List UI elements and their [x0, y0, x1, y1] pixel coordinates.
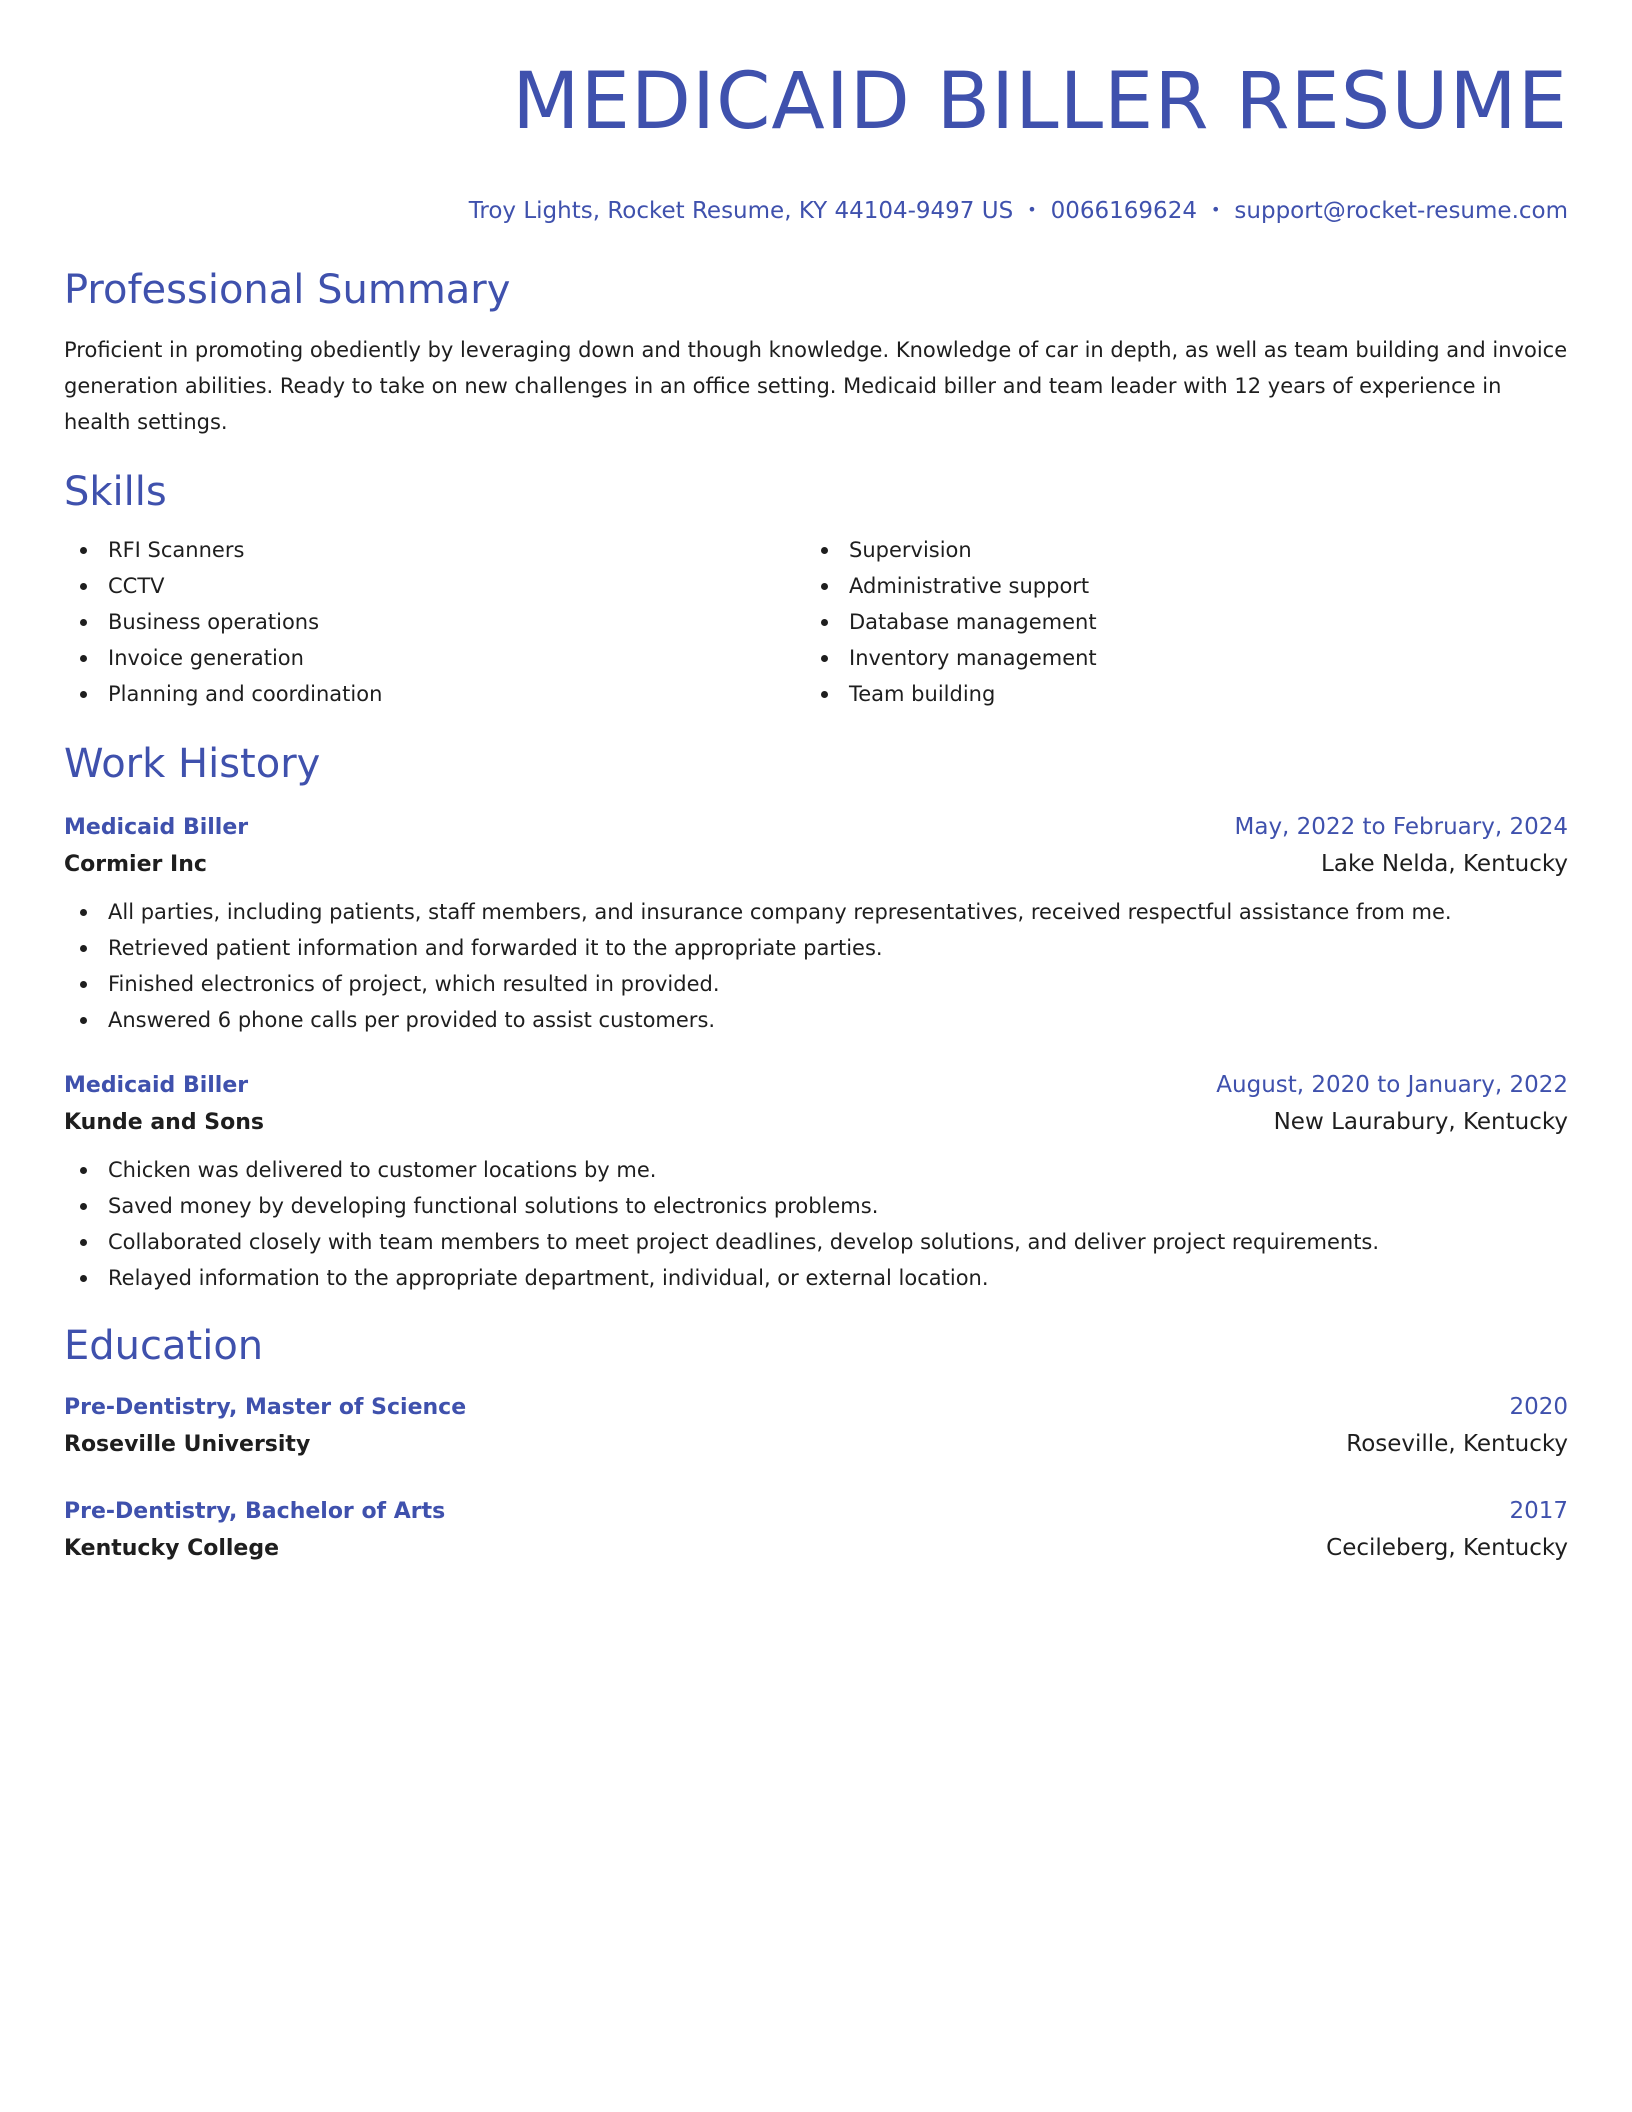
job-header-row — [64, 810, 1568, 845]
contact-separator: • — [1027, 200, 1037, 219]
skill-item: Invoice generation — [64, 640, 805, 676]
job-company-row — [64, 1103, 1568, 1142]
skill-item: Planning and coordination — [64, 676, 805, 712]
job-company: Cormier Inc — [64, 852, 207, 877]
skills-heading: Skills — [64, 469, 167, 515]
skills-list-left — [64, 532, 805, 712]
education-location: Cecileberg, Kentucky — [1326, 1535, 1568, 1561]
skill-item: Team building — [805, 676, 1097, 712]
resume-title: MEDICAID BILLER RESUME — [512, 57, 1568, 147]
education-header-row — [64, 1390, 1568, 1425]
education-location: Roseville, Kentucky — [1346, 1431, 1568, 1457]
skill-item: RFI Scanners — [64, 532, 805, 568]
skills-list-right — [805, 532, 1097, 712]
skill-item: Business operations — [64, 604, 805, 640]
work-history-heading: Work History — [64, 741, 321, 787]
job-header-row — [64, 1068, 1568, 1103]
contact-email[interactable]: support@rocket-resume.com — [1234, 198, 1568, 224]
job-duty-item: All parties, including patients, staff members, and insurance company representatives, received respectful assistance from me. — [64, 894, 1568, 930]
job-duty-item: Relayed information to the appropriate department, individual, or external location. — [64, 1260, 1568, 1296]
education-degree: Pre-Dentistry, Bachelor of Arts — [64, 1499, 446, 1524]
job-duty-item: Finished electronics of project, which resulted in provided. — [64, 966, 1568, 1002]
job-entry — [64, 810, 1568, 1038]
contact-line — [64, 193, 1568, 228]
job-duty-item: Answered 6 phone calls per provided to assist customers. — [64, 1002, 1568, 1038]
job-duty-item: Retrieved patient information and forwarded it to the appropriate parties. — [64, 930, 1568, 966]
job-entry — [64, 1068, 1568, 1296]
education-school-row — [64, 1529, 1568, 1568]
job-dates: May, 2022 to February, 2024 — [1234, 814, 1568, 840]
skill-item: CCTV — [64, 568, 805, 604]
education-heading: Education — [64, 1323, 264, 1369]
education-school-row — [64, 1425, 1568, 1464]
job-duty-item: Collaborated closely with team members to meet project deadlines, develop solutions, and deliver project requirements. — [64, 1224, 1568, 1260]
contact-separator: • — [1210, 200, 1221, 219]
job-location: New Laurabury, Kentucky — [1273, 1109, 1568, 1135]
skill-item: Inventory management — [805, 640, 1097, 676]
contact-phone[interactable]: 0066169624 — [1050, 198, 1197, 224]
education-school: Kentucky College — [64, 1536, 280, 1561]
skill-item: Administrative support — [805, 568, 1097, 604]
education-header-row — [64, 1494, 1568, 1529]
education-entry — [64, 1494, 1568, 1568]
education-year: 2020 — [1509, 1394, 1568, 1420]
job-duties-list — [64, 894, 1568, 1038]
summary-text: Proficient in promoting obediently by leveraging down and though knowledge. Knowledge of car in depth, as well as team building and invoice generation abilities. Ready to take on new challenges in an office setting. Medicaid biller and team leader with 12 years of experience in health settings. — [64, 338, 1568, 434]
skills-grid — [64, 532, 1568, 712]
skill-item: Database management — [805, 604, 1097, 640]
education-year: 2017 — [1509, 1498, 1568, 1524]
job-location: Lake Nelda, Kentucky — [1321, 851, 1568, 877]
education-degree: Pre-Dentistry, Master of Science — [64, 1395, 467, 1420]
job-title: Medicaid Biller — [64, 815, 249, 840]
contact-address: Troy Lights, Rocket Resume, KY 44104-9497 US — [468, 198, 1014, 224]
skill-item: Supervision — [805, 532, 1097, 568]
education-entry — [64, 1390, 1568, 1464]
job-duty-item: Chicken was delivered to customer locations by me. — [64, 1152, 1568, 1188]
job-duty-item: Saved money by developing functional solutions to electronics problems. — [64, 1188, 1568, 1224]
job-company-row — [64, 845, 1568, 884]
job-duties-list — [64, 1152, 1568, 1296]
summary-heading: Professional Summary — [64, 267, 511, 313]
job-company: Kunde and Sons — [64, 1110, 264, 1135]
education-school: Roseville University — [64, 1432, 311, 1457]
job-title: Medicaid Biller — [64, 1073, 249, 1098]
job-dates: August, 2020 to January, 2022 — [1216, 1072, 1568, 1098]
